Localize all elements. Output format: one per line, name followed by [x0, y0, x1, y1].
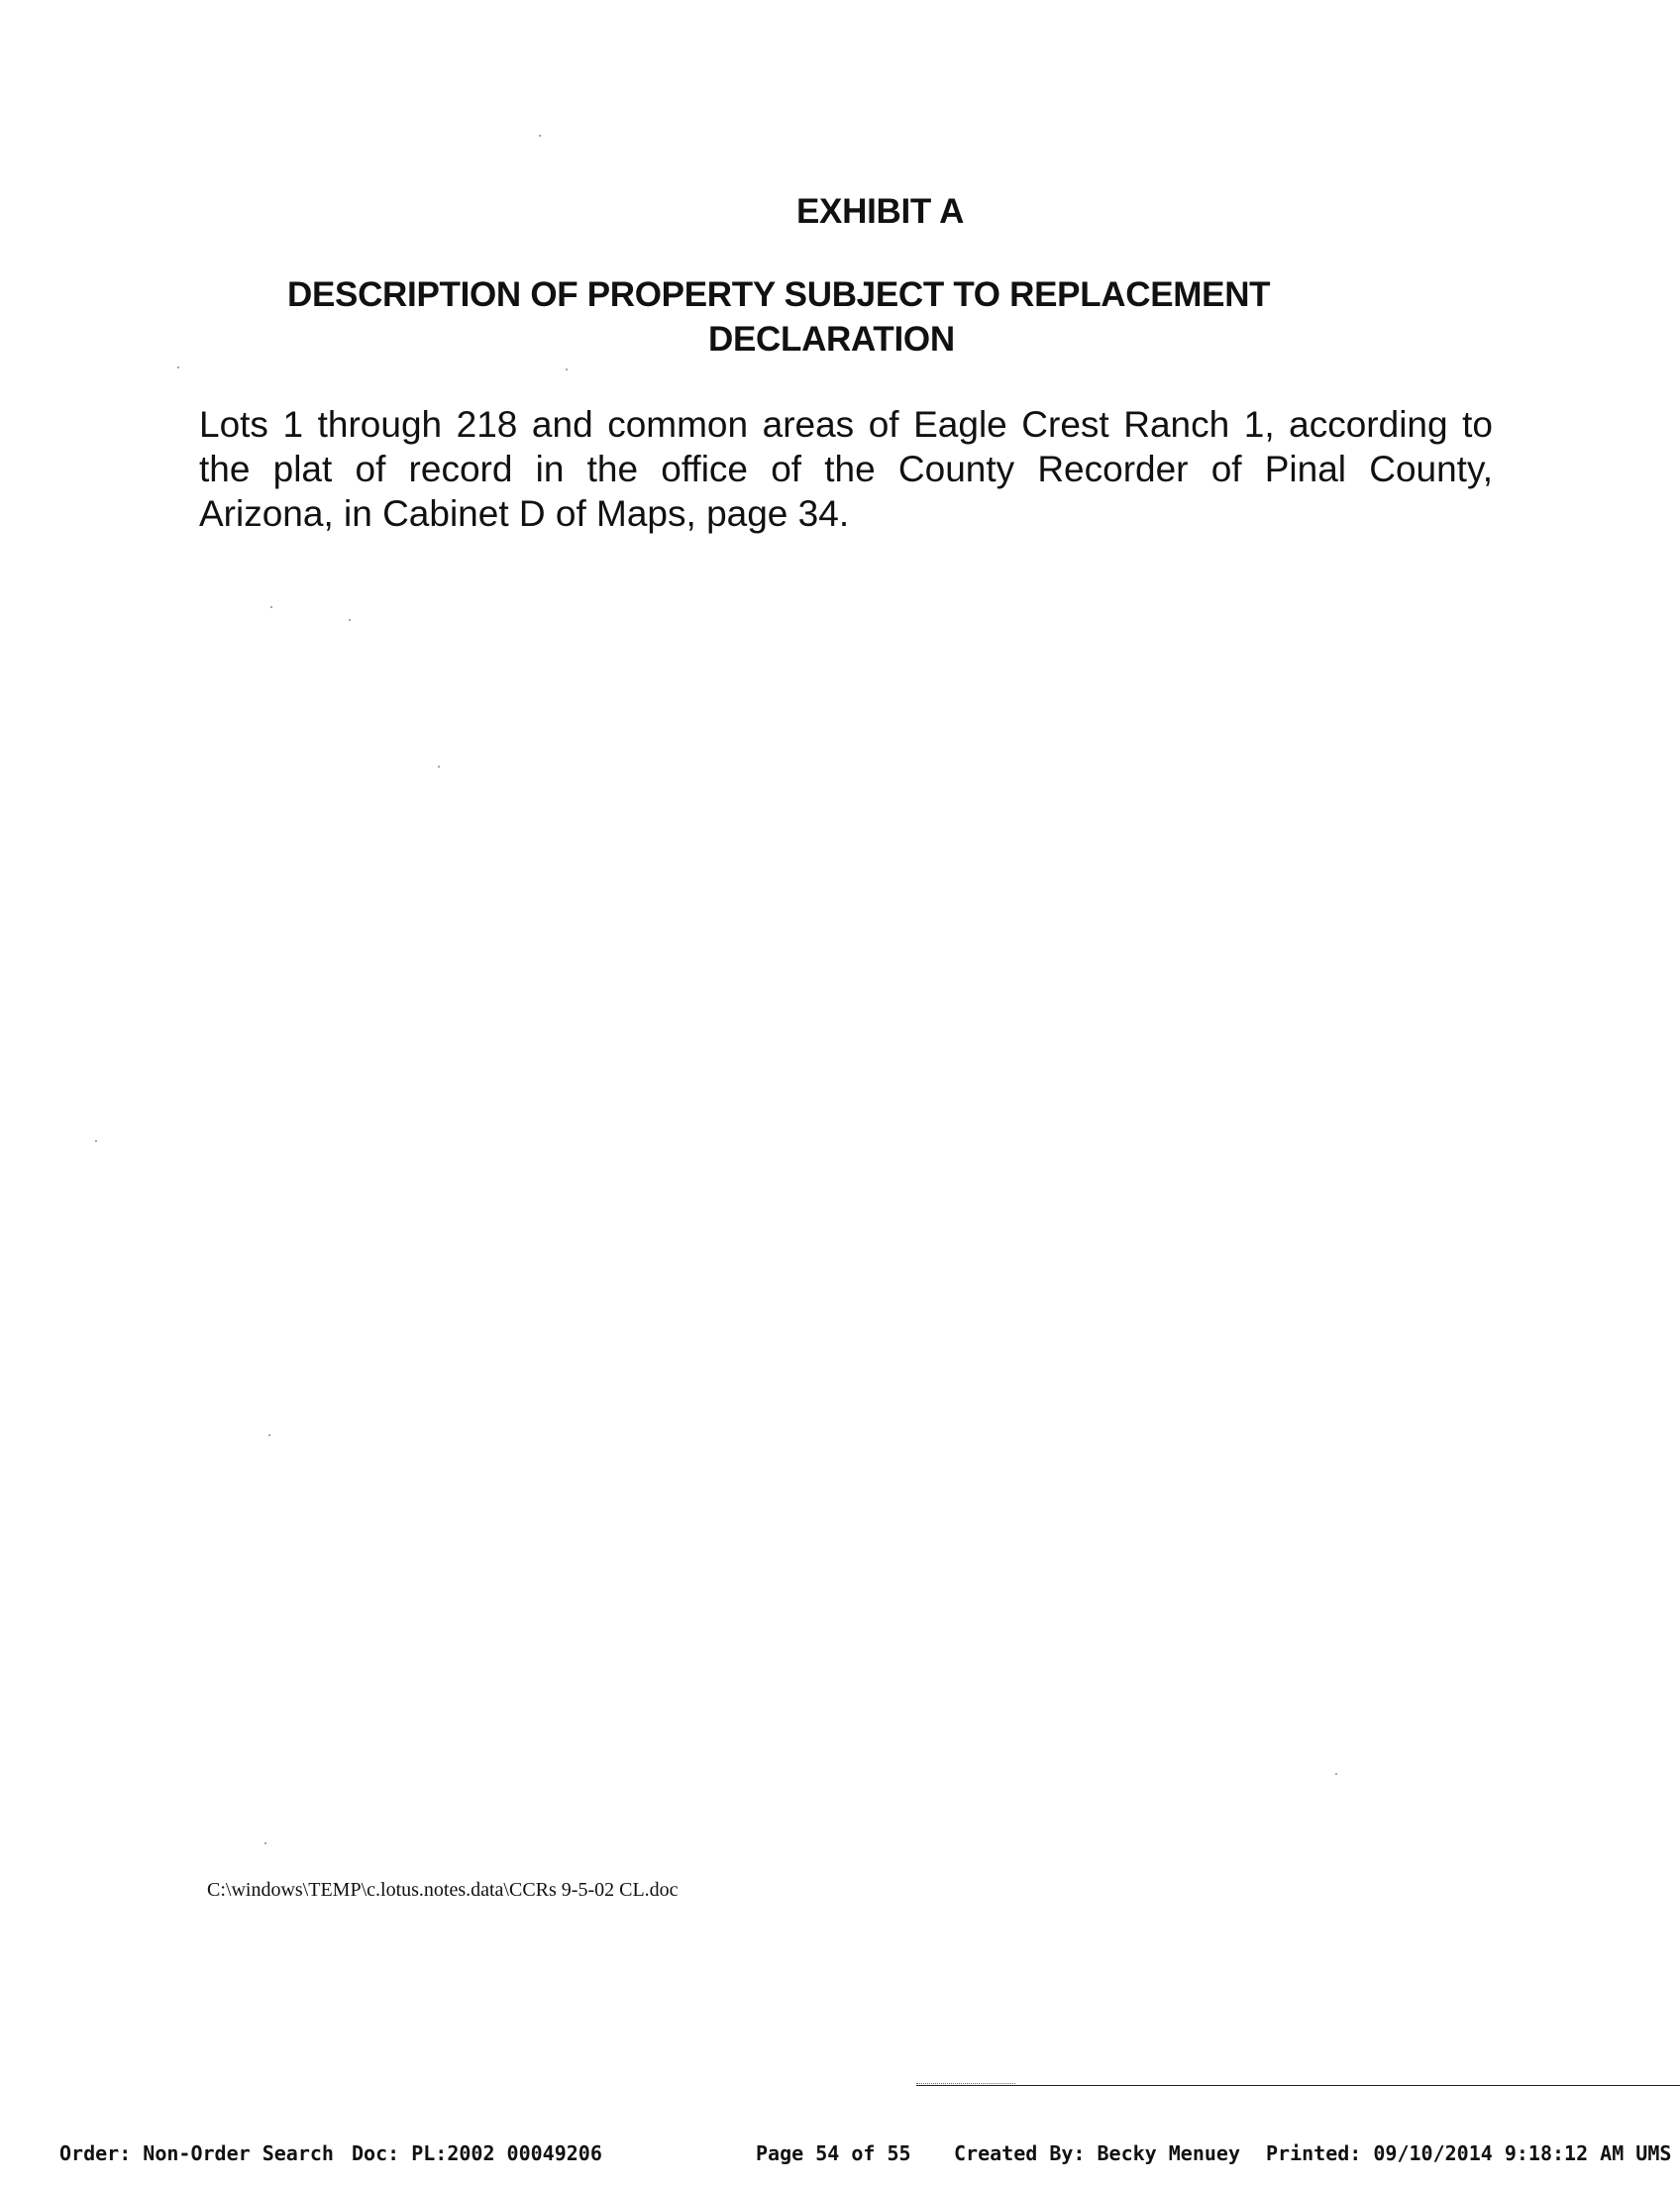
scan-speck [177, 366, 179, 368]
scan-speck [1335, 1773, 1337, 1775]
footer-printed: Printed: 09/10/2014 9:18:12 AM UMS [1266, 2141, 1672, 2165]
exhibit-title: EXHIBIT A [796, 192, 965, 231]
description-heading-line-2: DECLARATION [708, 320, 955, 359]
property-description [199, 402, 1493, 536]
scan-speck [264, 1842, 266, 1844]
scan-speck [539, 135, 541, 137]
footer-page: Page 54 of 55 [756, 2141, 911, 2165]
scan-speck [268, 1434, 270, 1436]
footer-created-by: Created By: Becky Menuey [954, 2141, 1240, 2165]
property-description-line-2: the plat of record in the office of the County Recorder of Pinal County, [199, 449, 1493, 489]
scan-speck [270, 606, 272, 608]
scan-speck [566, 368, 568, 370]
scan-speck [95, 1140, 97, 1142]
scan-speck [438, 766, 440, 768]
file-path-footer: C:\windows\TEMP\c.lotus.notes.data\CCRs 9-5-02 CL.doc [207, 1879, 679, 1901]
footer-doc: Doc: PL:2002 00049206 [352, 2141, 602, 2165]
footer-rule [916, 2085, 1680, 2086]
footer-dotted-rule [916, 2083, 1015, 2084]
scan-speck [349, 619, 351, 621]
property-description-line-3: Arizona, in Cabinet D of Maps, page 34. [199, 493, 850, 534]
description-heading-line-1: DESCRIPTION OF PROPERTY SUBJECT TO REPLACEMENT [287, 275, 1271, 314]
property-description-line-1: Lots 1 through 218 and common areas of Eagle Crest Ranch 1, according to [199, 404, 1493, 445]
footer-order: Order: Non-Order Search [59, 2141, 334, 2165]
